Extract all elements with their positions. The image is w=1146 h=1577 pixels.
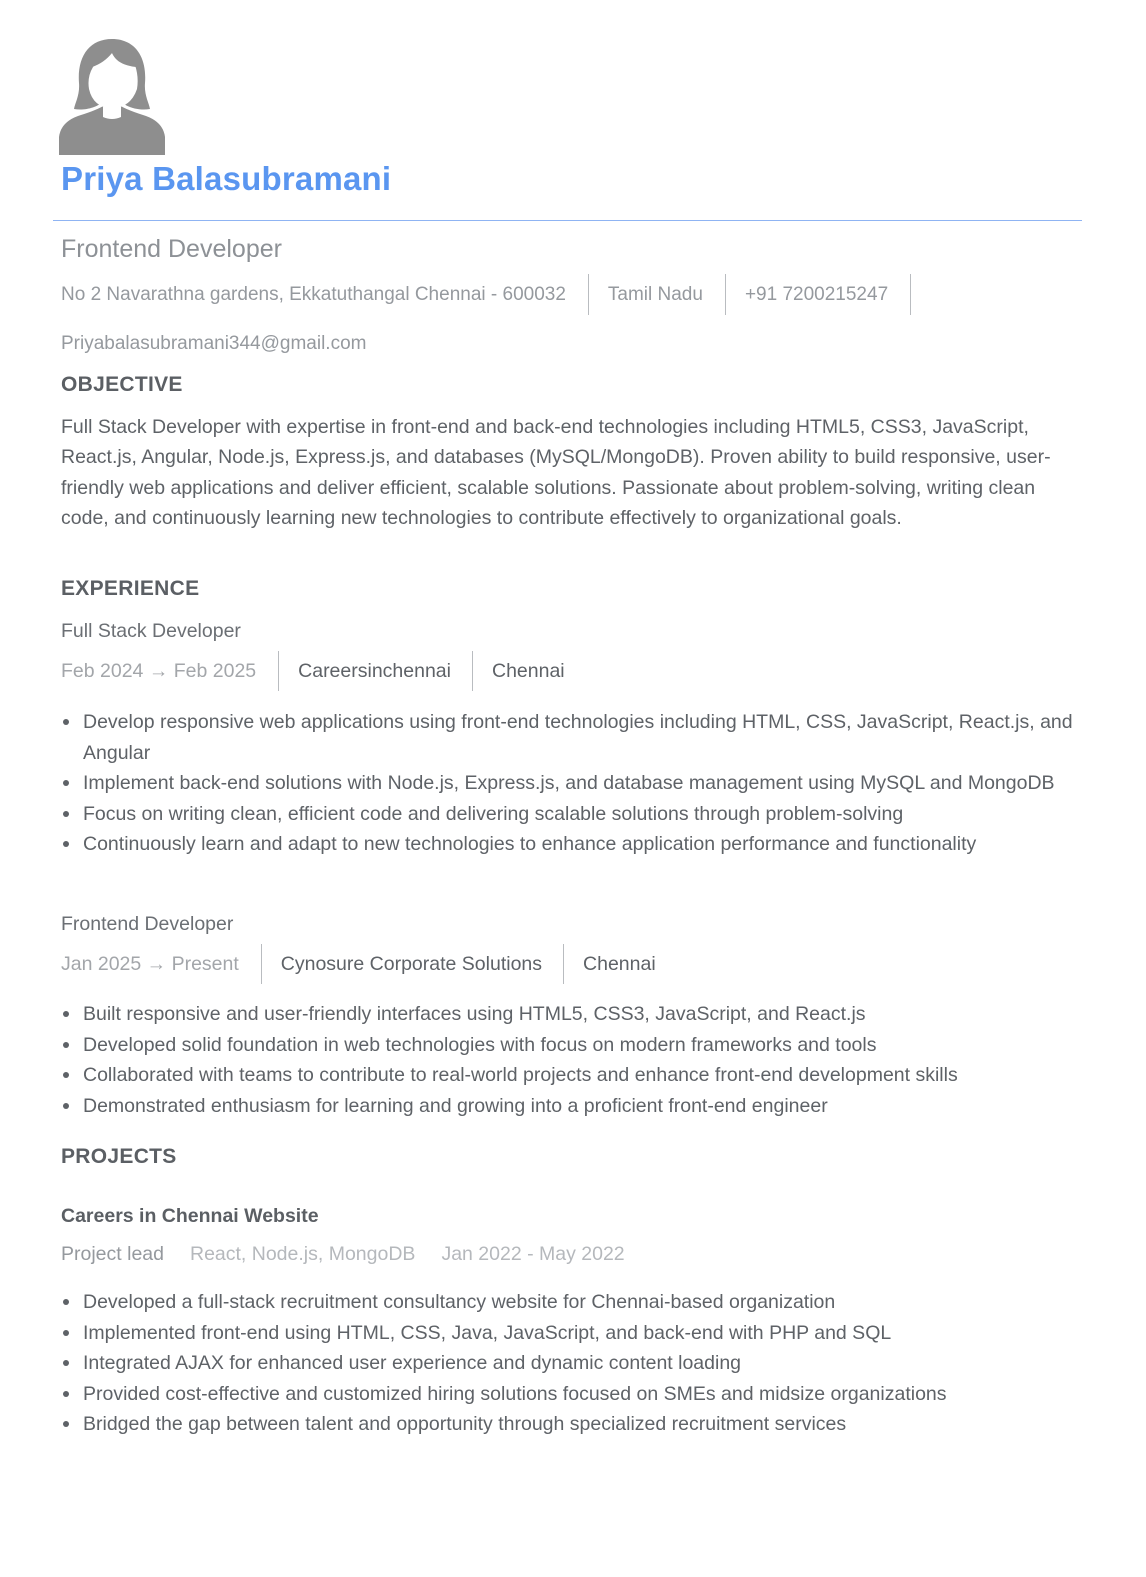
project-dates: Jan 2022 - May 2022 [441, 1243, 625, 1265]
list-item: Integrated AJAX for enhanced user experience and dynamic content loading [61, 1348, 1081, 1379]
list-item: Demonstrated enthusiasm for learning and growing into a proficient front-end engineer [61, 1091, 1081, 1122]
job-role: Frontend Developer [61, 913, 234, 935]
candidate-name: Priya Balasubramani [61, 160, 392, 197]
job-meta-row [61, 651, 565, 691]
project-name: Careers in Chennai Website [61, 1205, 319, 1227]
list-item: Built responsive and user-friendly interfaces using HTML5, CSS3, JavaScript, and React.js [61, 999, 1081, 1030]
address: No 2 Navarathna gardens, Ekkatuthangal Chennai - 600032 [61, 283, 566, 305]
list-item: Collaborated with teams to contribute to real-world projects and enhance front-end development skills [61, 1060, 1081, 1091]
list-item: Continuously learn and adapt to new technologies to enhance application performance and functionality [61, 829, 1081, 860]
list-item: Implemented front-end using HTML, CSS, Java, JavaScript, and back-end with PHP and SQL [61, 1318, 1081, 1349]
list-item: Focus on writing clean, efficient code and delivering scalable solutions through problem-solving [61, 799, 1081, 830]
header-divider [53, 220, 1082, 221]
job-bullets [61, 707, 1081, 860]
job-meta-row [61, 944, 656, 984]
state: Tamil Nadu [607, 283, 703, 305]
list-item: Bridged the gap between talent and opportunity through specialized recruitment services [61, 1409, 1081, 1440]
list-item: Develop responsive web applications using front-end technologies including HTML, CSS, JavaScript, React.js, and Angular [61, 707, 1081, 768]
job-role: Full Stack Developer [61, 620, 241, 642]
separator [910, 274, 911, 315]
email[interactable]: Priyabalasubramani344@gmail.com [61, 333, 367, 354]
objective-text: Full Stack Developer with expertise in front-end and back-end technologies including HTML5, CSS3, JavaScript, React.js, Angular, Node.js, Express.js, and databases (MySQL/MongoDB). Proven ability to build responsive, user-friendly web applications and deliver efficient, scalable solutions. Passionate about problem-solving, writing clean code, and continuously learning new technologies to contribute effectively to organizational goals. [61, 416, 1051, 530]
list-item: Developed a full-stack recruitment consultancy website for Chennai-based organization [61, 1287, 1081, 1318]
job-dates: Feb 2024 → Feb 2025 [61, 659, 257, 682]
phone: +91 7200215247 [744, 283, 889, 305]
experience-heading: EXPERIENCE [61, 577, 200, 600]
projects-heading: PROJECTS [61, 1145, 177, 1168]
job-bullets [61, 999, 1081, 1121]
contact-info-row [61, 274, 911, 315]
job-location: Chennai [491, 659, 565, 682]
list-item: Implement back-end solutions with Node.js, Express.js, and database management using MySQL and MongoDB [61, 768, 1081, 799]
job-company: Cynosure Corporate Solutions [280, 952, 543, 975]
objective-heading: OBJECTIVE [61, 373, 183, 396]
project-role: Project lead [61, 1243, 164, 1265]
project-bullets [61, 1287, 1081, 1440]
list-item: Provided cost-effective and customized hiring solutions focused on SMEs and midsize organizations [61, 1379, 1081, 1410]
list-item: Developed solid foundation in web technologies with focus on modern frameworks and tools [61, 1030, 1081, 1061]
job-dates: Jan 2025 → Present [61, 952, 239, 975]
job-title: Frontend Developer [61, 235, 282, 263]
person-silhouette-icon [59, 37, 165, 155]
job-location: Chennai [583, 952, 656, 975]
job-company: Careersinchennai [298, 659, 451, 682]
project-tech: React, Node.js, MongoDB [189, 1243, 416, 1265]
project-meta-row [61, 1243, 625, 1266]
